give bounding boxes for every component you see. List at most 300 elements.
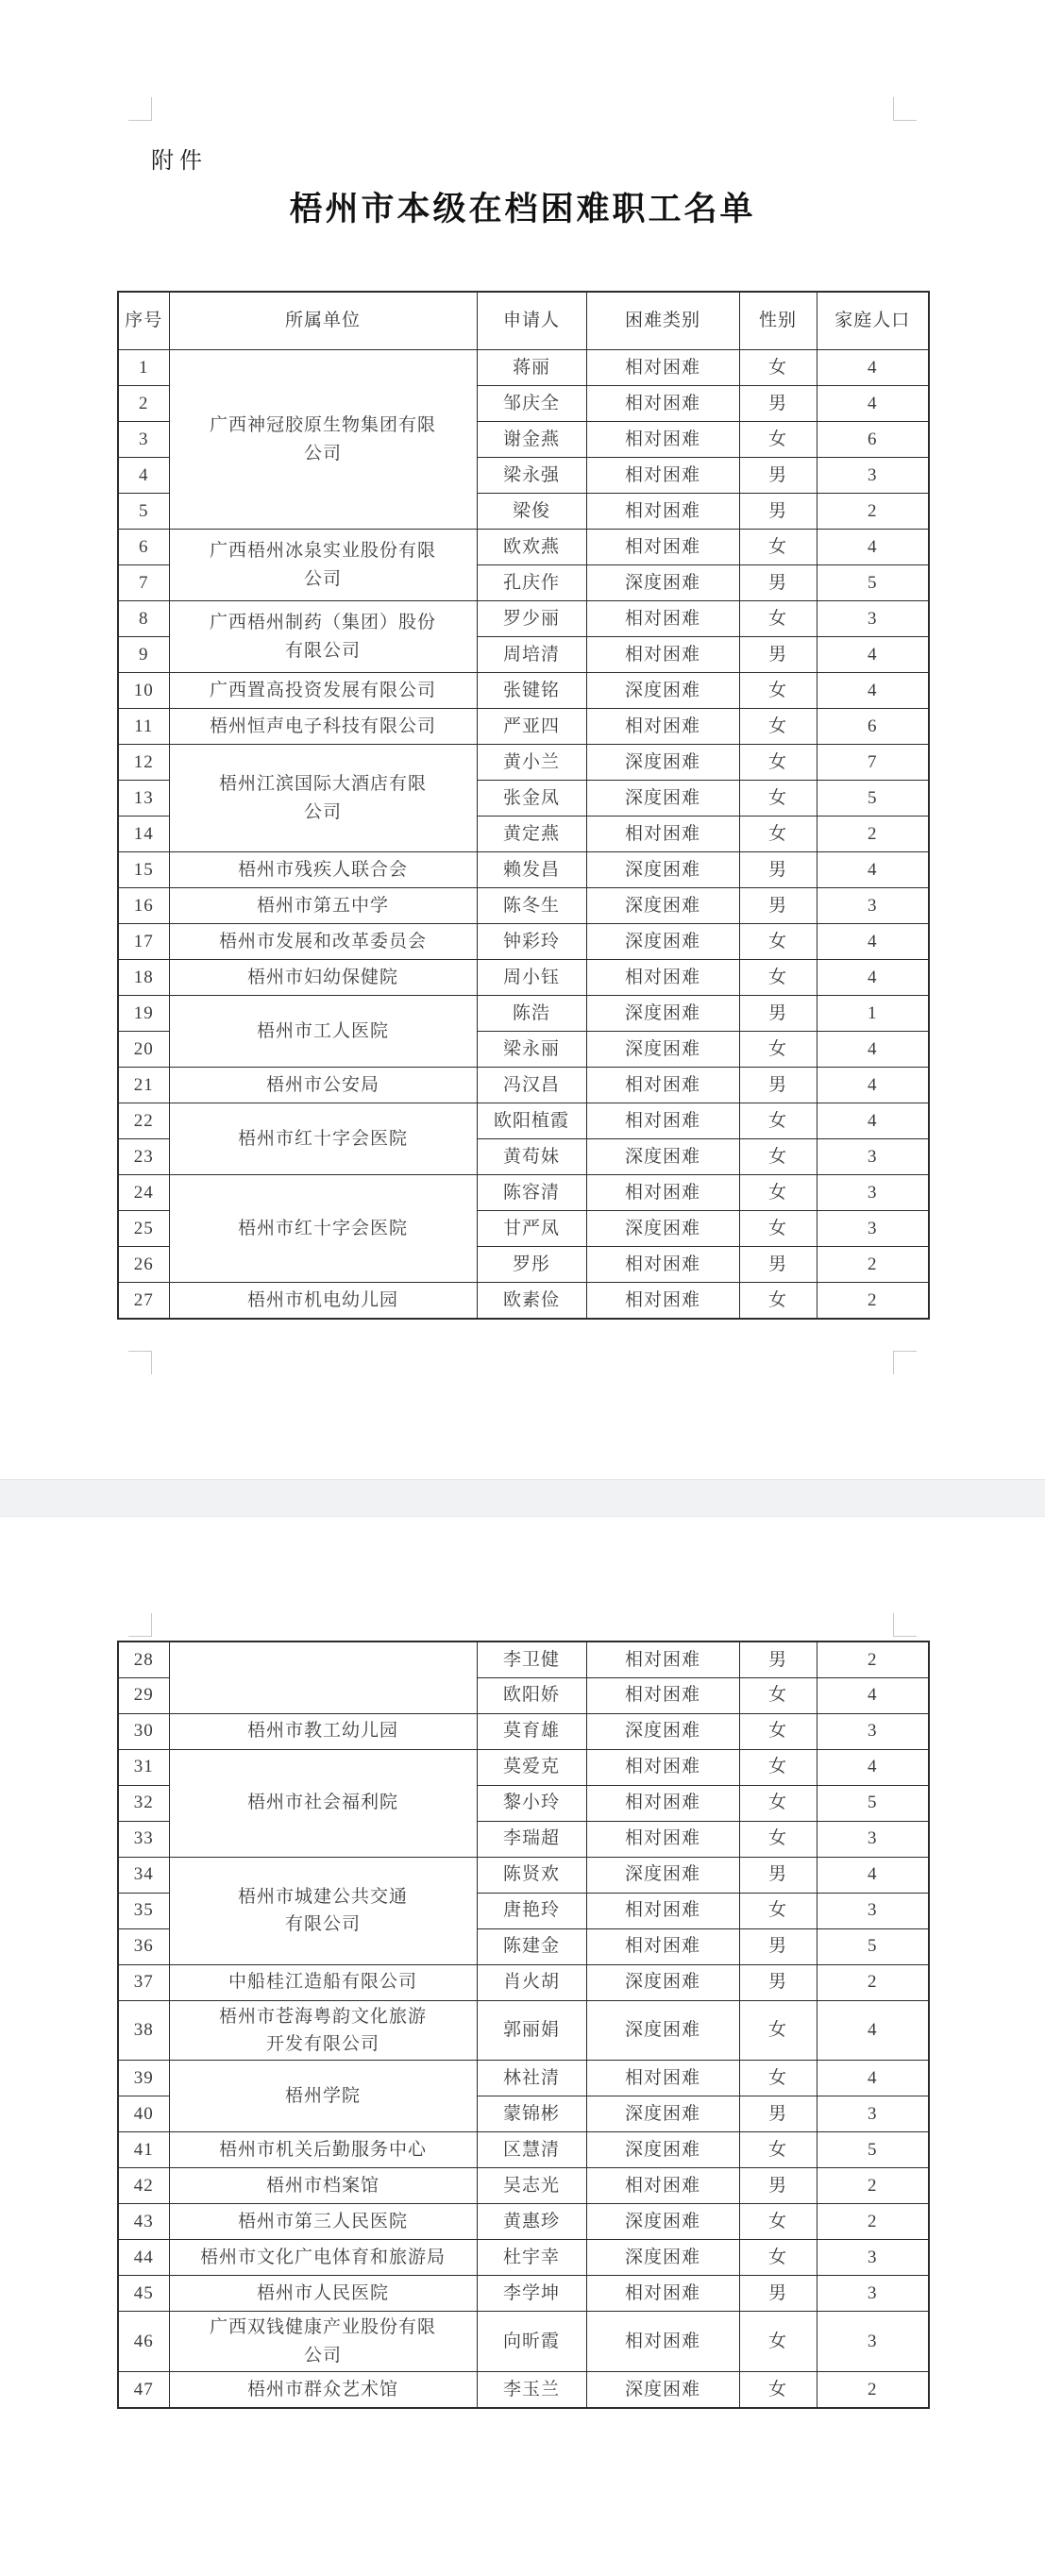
unit-cell: 梧州市发展和改革委员会 <box>169 924 477 960</box>
family-size-cell: 2 <box>817 1247 929 1283</box>
row-number-cell: 32 <box>118 1785 169 1821</box>
row-number-cell: 15 <box>118 852 169 888</box>
applicant-cell: 唐艳玲 <box>477 1893 586 1928</box>
category-cell: 相对困难 <box>586 2168 739 2204</box>
category-cell: 相对困难 <box>586 960 739 996</box>
row-number-cell: 29 <box>118 1677 169 1713</box>
gender-cell: 男 <box>739 2096 817 2132</box>
category-cell: 相对困难 <box>586 1893 739 1928</box>
family-size-cell: 4 <box>817 1857 929 1893</box>
family-size-cell: 2 <box>817 1283 929 1319</box>
family-size-cell: 4 <box>817 386 929 422</box>
family-size-cell: 3 <box>817 1893 929 1928</box>
column-header: 性别 <box>739 292 817 350</box>
row-number-cell: 44 <box>118 2240 169 2276</box>
applicant-cell: 蒙锦彬 <box>477 2096 586 2132</box>
row-number-cell: 35 <box>118 1893 169 1928</box>
applicant-cell: 陈浩 <box>477 996 586 1032</box>
crop-mark-page1-top-right <box>893 97 917 121</box>
table-row <box>118 1749 929 1785</box>
category-cell: 深度困难 <box>586 1211 739 1247</box>
applicant-cell: 向昕霞 <box>477 2312 586 2372</box>
applicant-cell: 周培清 <box>477 637 586 673</box>
applicant-cell: 李玉兰 <box>477 2372 586 2408</box>
family-size-cell: 3 <box>817 2276 929 2312</box>
row-number-cell: 1 <box>118 350 169 386</box>
gender-cell: 女 <box>739 1893 817 1928</box>
row-number-cell: 12 <box>118 745 169 781</box>
unit-cell: 梧州市社会福利院 <box>169 1749 477 1857</box>
family-size-cell: 3 <box>817 1211 929 1247</box>
family-size-cell: 4 <box>817 637 929 673</box>
unit-cell: 梧州市红十字会医院 <box>169 1175 477 1283</box>
unit-cell: 广西神冠胶原生物集团有限 公司 <box>169 350 477 530</box>
category-cell: 相对困难 <box>586 1103 739 1139</box>
category-cell: 深度困难 <box>586 2000 739 2061</box>
applicant-cell: 欧阳娇 <box>477 1677 586 1713</box>
family-size-cell: 4 <box>817 924 929 960</box>
category-cell: 相对困难 <box>586 1677 739 1713</box>
row-number-cell: 17 <box>118 924 169 960</box>
applicant-cell: 林社清 <box>477 2061 586 2096</box>
unit-cell: 梧州市苍海粤韵文化旅游 开发有限公司 <box>169 2000 477 2061</box>
family-size-cell: 3 <box>817 1175 929 1211</box>
family-size-cell: 4 <box>817 1749 929 1785</box>
gender-cell: 女 <box>739 709 817 745</box>
gender-cell: 男 <box>739 458 817 494</box>
family-size-cell: 2 <box>817 1642 929 1677</box>
family-size-cell: 3 <box>817 2312 929 2372</box>
row-number-cell: 8 <box>118 601 169 637</box>
gender-cell: 女 <box>739 673 817 709</box>
category-cell: 深度困难 <box>586 1139 739 1175</box>
table-row <box>118 530 929 565</box>
unit-cell: 梧州市机电幼儿园 <box>169 1283 477 1319</box>
gender-cell: 男 <box>739 888 817 924</box>
row-number-cell: 14 <box>118 817 169 852</box>
family-size-cell: 1 <box>817 996 929 1032</box>
gender-cell: 女 <box>739 530 817 565</box>
row-number-cell: 33 <box>118 1821 169 1857</box>
row-number-cell: 4 <box>118 458 169 494</box>
family-size-cell: 6 <box>817 709 929 745</box>
applicant-cell: 张键铭 <box>477 673 586 709</box>
row-number-cell: 43 <box>118 2204 169 2240</box>
gender-cell: 女 <box>739 960 817 996</box>
family-size-cell: 7 <box>817 745 929 781</box>
category-cell: 相对困难 <box>586 709 739 745</box>
gender-cell: 女 <box>739 2372 817 2408</box>
applicant-cell: 冯汉昌 <box>477 1068 586 1103</box>
family-size-cell: 3 <box>817 2096 929 2132</box>
family-size-cell: 5 <box>817 1785 929 1821</box>
column-header: 申请人 <box>477 292 586 350</box>
gender-cell: 男 <box>739 494 817 530</box>
gender-cell: 女 <box>739 1749 817 1785</box>
table-row <box>118 2061 929 2096</box>
gender-cell: 女 <box>739 1677 817 1713</box>
gender-cell: 男 <box>739 2168 817 2204</box>
row-number-cell: 38 <box>118 2000 169 2061</box>
family-size-cell: 6 <box>817 422 929 458</box>
gender-cell: 女 <box>739 1283 817 1319</box>
category-cell: 相对困难 <box>586 1068 739 1103</box>
crop-mark-page2-top-left <box>128 1613 152 1637</box>
gender-cell: 男 <box>739 2276 817 2312</box>
gender-cell: 女 <box>739 924 817 960</box>
applicant-cell: 罗少丽 <box>477 601 586 637</box>
category-cell: 深度困难 <box>586 852 739 888</box>
row-number-cell: 23 <box>118 1139 169 1175</box>
unit-cell: 梧州市教工幼儿园 <box>169 1713 477 1749</box>
row-number-cell: 39 <box>118 2061 169 2096</box>
column-header: 困难类别 <box>586 292 739 350</box>
category-cell: 相对困难 <box>586 1785 739 1821</box>
row-number-cell: 16 <box>118 888 169 924</box>
unit-cell: 梧州市第三人民医院 <box>169 2204 477 2240</box>
category-cell: 相对困难 <box>586 386 739 422</box>
row-number-cell: 47 <box>118 2372 169 2408</box>
unit-cell: 梧州市机关后勤服务中心 <box>169 2132 477 2168</box>
category-cell: 深度困难 <box>586 2096 739 2132</box>
row-number-cell: 13 <box>118 781 169 817</box>
gender-cell: 男 <box>739 852 817 888</box>
applicant-cell: 莫爱克 <box>477 1749 586 1785</box>
attachment-label: 附件 <box>151 149 208 174</box>
unit-cell: 梧州市群众艺术馆 <box>169 2372 477 2408</box>
gender-cell: 女 <box>739 601 817 637</box>
row-number-cell: 2 <box>118 386 169 422</box>
gender-cell: 女 <box>739 2312 817 2372</box>
unit-cell: 梧州学院 <box>169 2061 477 2132</box>
category-cell: 深度困难 <box>586 996 739 1032</box>
unit-cell: 梧州市残疾人联合会 <box>169 852 477 888</box>
table-row <box>118 888 929 924</box>
gender-cell: 女 <box>739 1713 817 1749</box>
unit-cell: 梧州市工人医院 <box>169 996 477 1068</box>
row-number-cell: 42 <box>118 2168 169 2204</box>
crop-mark-page1-bottom-left <box>128 1351 152 1374</box>
category-cell: 深度困难 <box>586 2204 739 2240</box>
applicant-cell: 张金凤 <box>477 781 586 817</box>
family-size-cell: 3 <box>817 2240 929 2276</box>
column-header: 序号 <box>118 292 169 350</box>
family-size-cell: 2 <box>817 2204 929 2240</box>
applicant-cell: 陈贤欢 <box>477 1857 586 1893</box>
unit-cell: 梧州市妇幼保健院 <box>169 960 477 996</box>
applicant-cell: 李瑞超 <box>477 1821 586 1857</box>
table-row <box>118 1713 929 1749</box>
category-cell: 相对困难 <box>586 1749 739 1785</box>
gender-cell: 女 <box>739 1103 817 1139</box>
column-header: 所属单位 <box>169 292 477 350</box>
applicant-cell: 杜宇幸 <box>477 2240 586 2276</box>
family-size-cell: 5 <box>817 1928 929 1964</box>
table-row <box>118 673 929 709</box>
row-number-cell: 37 <box>118 1964 169 2000</box>
gender-cell: 男 <box>739 1857 817 1893</box>
family-size-cell: 4 <box>817 2000 929 2061</box>
gender-cell: 男 <box>739 1964 817 2000</box>
table-row <box>118 2240 929 2276</box>
table-row <box>118 2000 929 2061</box>
category-cell: 相对困难 <box>586 637 739 673</box>
applicant-cell: 梁永强 <box>477 458 586 494</box>
table-row <box>118 2132 929 2168</box>
category-cell: 深度困难 <box>586 745 739 781</box>
category-cell: 深度困难 <box>586 924 739 960</box>
row-number-cell: 45 <box>118 2276 169 2312</box>
applicant-cell: 钟彩玲 <box>477 924 586 960</box>
row-number-cell: 25 <box>118 1211 169 1247</box>
page-title: 梧州市本级在档困难职工名单 <box>289 191 756 227</box>
unit-cell: 梧州市人民医院 <box>169 2276 477 2312</box>
row-number-cell: 20 <box>118 1032 169 1068</box>
gender-cell: 女 <box>739 1032 817 1068</box>
crop-mark-page2-top-right <box>893 1613 917 1637</box>
table-row <box>118 601 929 637</box>
row-number-cell: 41 <box>118 2132 169 2168</box>
category-cell: 相对困难 <box>586 1283 739 1319</box>
table-row <box>118 2372 929 2408</box>
gender-cell: 女 <box>739 2061 817 2096</box>
gender-cell: 男 <box>739 1247 817 1283</box>
gender-cell: 女 <box>739 1139 817 1175</box>
applicant-cell: 梁永丽 <box>477 1032 586 1068</box>
gender-cell: 女 <box>739 1821 817 1857</box>
family-size-cell: 4 <box>817 2061 929 2096</box>
table-row <box>118 996 929 1032</box>
category-cell: 相对困难 <box>586 817 739 852</box>
unit-cell: 广西梧州冰泉实业股份有限 公司 <box>169 530 477 601</box>
gender-cell: 男 <box>739 996 817 1032</box>
applicant-cell: 孔庆作 <box>477 565 586 601</box>
table-header-row <box>118 292 929 350</box>
family-size-cell: 3 <box>817 888 929 924</box>
applicant-cell: 黎小玲 <box>477 1785 586 1821</box>
family-size-cell: 2 <box>817 2372 929 2408</box>
table-row <box>118 1175 929 1211</box>
family-size-cell: 3 <box>817 458 929 494</box>
unit-cell <box>169 1642 477 1713</box>
category-cell: 相对困难 <box>586 350 739 386</box>
row-number-cell: 9 <box>118 637 169 673</box>
unit-cell: 广西双钱健康产业股份有限 公司 <box>169 2312 477 2372</box>
table-row <box>118 960 929 996</box>
applicant-cell: 郭丽娟 <box>477 2000 586 2061</box>
table-row <box>118 709 929 745</box>
unit-cell: 广西置高投资发展有限公司 <box>169 673 477 709</box>
table-row <box>118 1103 929 1139</box>
row-number-cell: 22 <box>118 1103 169 1139</box>
row-number-cell: 5 <box>118 494 169 530</box>
row-number-cell: 36 <box>118 1928 169 1964</box>
family-size-cell: 2 <box>817 1964 929 2000</box>
table-row <box>118 852 929 888</box>
row-number-cell: 21 <box>118 1068 169 1103</box>
family-size-cell: 2 <box>817 494 929 530</box>
applicant-cell: 肖火胡 <box>477 1964 586 2000</box>
category-cell: 深度困难 <box>586 1857 739 1893</box>
unit-cell: 梧州市文化广电体育和旅游局 <box>169 2240 477 2276</box>
category-cell: 相对困难 <box>586 422 739 458</box>
family-size-cell: 3 <box>817 1821 929 1857</box>
applicant-cell: 李学坤 <box>477 2276 586 2312</box>
family-size-cell: 4 <box>817 673 929 709</box>
row-number-cell: 6 <box>118 530 169 565</box>
applicant-cell: 邹庆全 <box>477 386 586 422</box>
table-row <box>118 1068 929 1103</box>
applicant-cell: 陈建金 <box>477 1928 586 1964</box>
family-size-cell: 4 <box>817 1103 929 1139</box>
gender-cell: 男 <box>739 637 817 673</box>
unit-cell: 中船桂江造船有限公司 <box>169 1964 477 2000</box>
category-cell: 深度困难 <box>586 565 739 601</box>
category-cell: 深度困难 <box>586 2240 739 2276</box>
applicant-cell: 吴志光 <box>477 2168 586 2204</box>
gender-cell: 女 <box>739 1211 817 1247</box>
row-number-cell: 30 <box>118 1713 169 1749</box>
family-size-cell: 4 <box>817 1677 929 1713</box>
family-size-cell: 3 <box>817 1139 929 1175</box>
gender-cell: 男 <box>739 565 817 601</box>
row-number-cell: 19 <box>118 996 169 1032</box>
category-cell: 深度困难 <box>586 888 739 924</box>
category-cell: 相对困难 <box>586 2276 739 2312</box>
table-row <box>118 1642 929 1677</box>
applicant-cell: 莫育雄 <box>477 1713 586 1749</box>
gender-cell: 男 <box>739 1068 817 1103</box>
table-row <box>118 350 929 386</box>
row-number-cell: 10 <box>118 673 169 709</box>
applicant-cell: 周小钰 <box>477 960 586 996</box>
category-cell: 相对困难 <box>586 2061 739 2096</box>
applicant-cell: 欧欢燕 <box>477 530 586 565</box>
family-size-cell: 3 <box>817 601 929 637</box>
column-header: 家庭人口 <box>817 292 929 350</box>
gender-cell: 女 <box>739 2000 817 2061</box>
crop-mark-page1-top-left <box>128 97 152 121</box>
row-number-cell: 31 <box>118 1749 169 1785</box>
family-size-cell: 3 <box>817 1713 929 1749</box>
gender-cell: 女 <box>739 2204 817 2240</box>
category-cell: 相对困难 <box>586 1928 739 1964</box>
category-cell: 深度困难 <box>586 2132 739 2168</box>
applicant-cell: 李卫健 <box>477 1642 586 1677</box>
table-row <box>118 1964 929 2000</box>
gender-cell: 女 <box>739 2132 817 2168</box>
table-row <box>118 924 929 960</box>
gender-cell: 女 <box>739 817 817 852</box>
roster-table-page-2 <box>117 1641 930 2409</box>
crop-mark-page1-bottom-right <box>893 1351 917 1374</box>
row-number-cell: 18 <box>118 960 169 996</box>
family-size-cell: 2 <box>817 2168 929 2204</box>
applicant-cell: 严亚四 <box>477 709 586 745</box>
row-number-cell: 24 <box>118 1175 169 1211</box>
row-number-cell: 40 <box>118 2096 169 2132</box>
row-number-cell: 28 <box>118 1642 169 1677</box>
applicant-cell: 赖发昌 <box>477 852 586 888</box>
row-number-cell: 26 <box>118 1247 169 1283</box>
table-row <box>118 2276 929 2312</box>
unit-cell: 梧州市红十字会医院 <box>169 1103 477 1175</box>
unit-cell: 梧州市城建公共交通 有限公司 <box>169 1857 477 1964</box>
family-size-cell: 4 <box>817 852 929 888</box>
category-cell: 相对困难 <box>586 1821 739 1857</box>
category-cell: 相对困难 <box>586 494 739 530</box>
row-number-cell: 11 <box>118 709 169 745</box>
unit-cell: 梧州市档案馆 <box>169 2168 477 2204</box>
gender-cell: 女 <box>739 745 817 781</box>
family-size-cell: 4 <box>817 1032 929 1068</box>
gender-cell: 女 <box>739 1785 817 1821</box>
category-cell: 深度困难 <box>586 1964 739 2000</box>
category-cell: 相对困难 <box>586 1247 739 1283</box>
family-size-cell: 4 <box>817 1068 929 1103</box>
gender-cell: 女 <box>739 2240 817 2276</box>
family-size-cell: 5 <box>817 781 929 817</box>
applicant-cell: 黄惠珍 <box>477 2204 586 2240</box>
category-cell: 相对困难 <box>586 1175 739 1211</box>
category-cell: 深度困难 <box>586 2372 739 2408</box>
family-size-cell: 5 <box>817 2132 929 2168</box>
table-row <box>118 1857 929 1893</box>
row-number-cell: 46 <box>118 2312 169 2372</box>
category-cell: 深度困难 <box>586 1713 739 1749</box>
gender-cell: 女 <box>739 1175 817 1211</box>
table-row <box>118 745 929 781</box>
category-cell: 相对困难 <box>586 601 739 637</box>
family-size-cell: 4 <box>817 960 929 996</box>
applicant-cell: 谢金燕 <box>477 422 586 458</box>
category-cell: 深度困难 <box>586 673 739 709</box>
category-cell: 相对困难 <box>586 458 739 494</box>
gender-cell: 女 <box>739 781 817 817</box>
gender-cell: 女 <box>739 350 817 386</box>
row-number-cell: 34 <box>118 1857 169 1893</box>
roster-table-page-1 <box>117 291 930 1320</box>
applicant-cell: 欧阳植霞 <box>477 1103 586 1139</box>
applicant-cell: 欧素俭 <box>477 1283 586 1319</box>
unit-cell: 梧州恒声电子科技有限公司 <box>169 709 477 745</box>
applicant-cell: 蒋丽 <box>477 350 586 386</box>
gender-cell: 男 <box>739 386 817 422</box>
table-row <box>118 1283 929 1319</box>
family-size-cell: 5 <box>817 565 929 601</box>
category-cell: 相对困难 <box>586 530 739 565</box>
applicant-cell: 区慧清 <box>477 2132 586 2168</box>
applicant-cell: 陈冬生 <box>477 888 586 924</box>
category-cell: 相对困难 <box>586 2312 739 2372</box>
gender-cell: 男 <box>739 1928 817 1964</box>
unit-cell: 梧州市第五中学 <box>169 888 477 924</box>
table-row <box>118 2168 929 2204</box>
page-separator <box>0 1479 1045 1517</box>
applicant-cell: 罗彤 <box>477 1247 586 1283</box>
applicant-cell: 黄小兰 <box>477 745 586 781</box>
row-number-cell: 7 <box>118 565 169 601</box>
unit-cell: 广西梧州制药（集团）股份 有限公司 <box>169 601 477 673</box>
family-size-cell: 2 <box>817 817 929 852</box>
family-size-cell: 4 <box>817 530 929 565</box>
row-number-cell: 27 <box>118 1283 169 1319</box>
applicant-cell: 甘严凤 <box>477 1211 586 1247</box>
category-cell: 深度困难 <box>586 781 739 817</box>
family-size-cell: 4 <box>817 350 929 386</box>
unit-cell: 梧州市公安局 <box>169 1068 477 1103</box>
unit-cell: 梧州江滨国际大酒店有限 公司 <box>169 745 477 852</box>
